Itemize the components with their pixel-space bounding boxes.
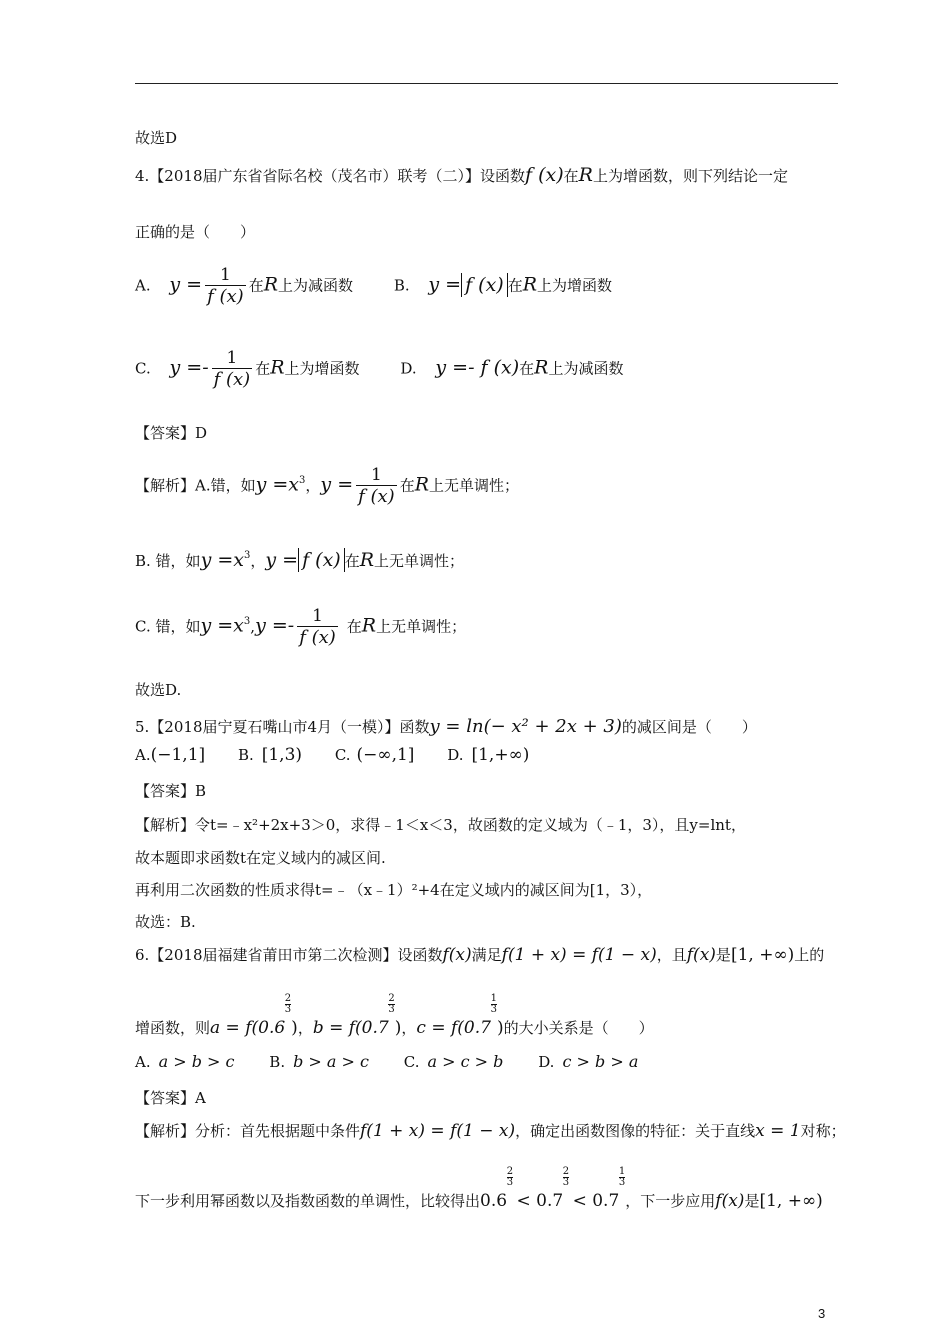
answer-5: 【答案】B bbox=[135, 782, 207, 800]
analysis-5-line: 【解析】令t=﹣x²+2x+3＞0，求得﹣1＜x＜3，故函数的定义域为（﹣1，3），且y=lnt， bbox=[135, 816, 746, 834]
analysis-4b: B. 错，如$y =x^3$，y = f (x) 在R上无单调性； bbox=[135, 549, 465, 571]
answer-4: 【答案】D bbox=[135, 424, 208, 442]
question-4-stem-cont: 正确的是（ ） bbox=[135, 223, 256, 241]
answer-6: 【答案】A bbox=[135, 1089, 206, 1107]
header-rule bbox=[135, 83, 838, 84]
question-4-stem: 4.【2018届广东省省际名校（茂名市）联考（二）】设函数f (x)在R上为增函数，则下列结论一定 bbox=[135, 164, 788, 186]
analysis-6a: 【解析】分析：首先根据题中条件f(1 + x) = f(1 − x)，确定出函数图像的特征：关于直线x = 1对称； bbox=[135, 1121, 846, 1141]
option-c: C. y =- $\frac{1}{f (x)}$ 在R上为增函数 D. y =- f (x)在R上为减函数 bbox=[135, 348, 624, 390]
page-number: 3 bbox=[818, 1306, 826, 1321]
analysis-6b: 下一步利用幂函数以及指数函数的单调性，比较得出0.6 2 3 < 0.7 2 3 < 0.7 1 3 ，下一步应用f(x)是[1, +∞) bbox=[135, 1166, 823, 1211]
text-line: 故选D. bbox=[135, 681, 182, 699]
question-5-stem: 5.【2018届宁夏石嘴山市4月（一模）】函数y = ln(− x² + 2x + 3)的减区间是（ ） bbox=[135, 716, 757, 737]
text-line: 故选D bbox=[135, 129, 178, 147]
analysis-5-line: 故选：B. bbox=[135, 913, 196, 931]
analysis-4a: 【解析】A.错，如$y =x^3$，y = $\frac{1}{f (x)}$ 在R上无单调性； bbox=[135, 465, 520, 507]
question-6-stem: 6.【2018届福建省莆田市第二次检测】设函数f(x)满足f(1 + x) = f(1 − x)，且f(x)是[1, +∞)上的 bbox=[135, 945, 825, 965]
option-a: A. y = $\frac{1}{f (x)}$ 在R上为减函数 B. y = f (x) 在R上为增函数 bbox=[135, 265, 613, 307]
question-5-options: A.(−1,1] B. [1,3) C. (−∞,1] D. [1,+∞) bbox=[135, 745, 530, 765]
analysis-5-line: 故本题即求函数t在定义域内的减区间. bbox=[135, 849, 386, 867]
question-6-options: A. a > b > c B. b > a > c C. a > c > b D. c > b > a bbox=[135, 1052, 639, 1071]
analysis-5-line: 再利用二次函数的性质求得t=﹣（x﹣1）²+4在定义域内的减区间为[1，3）， bbox=[135, 881, 653, 899]
question-6-stem-cont: 增函数，则a = f(0.6 2 3 )，b = f(0.7 2 3 )，c = f(0.7 1 3 )的大小关系是（ ） bbox=[135, 993, 654, 1038]
analysis-4c: C. 错，如$y =x^3,y$ =- $\frac{1}{f (x)}$ 在R上无单调性； bbox=[135, 606, 467, 648]
